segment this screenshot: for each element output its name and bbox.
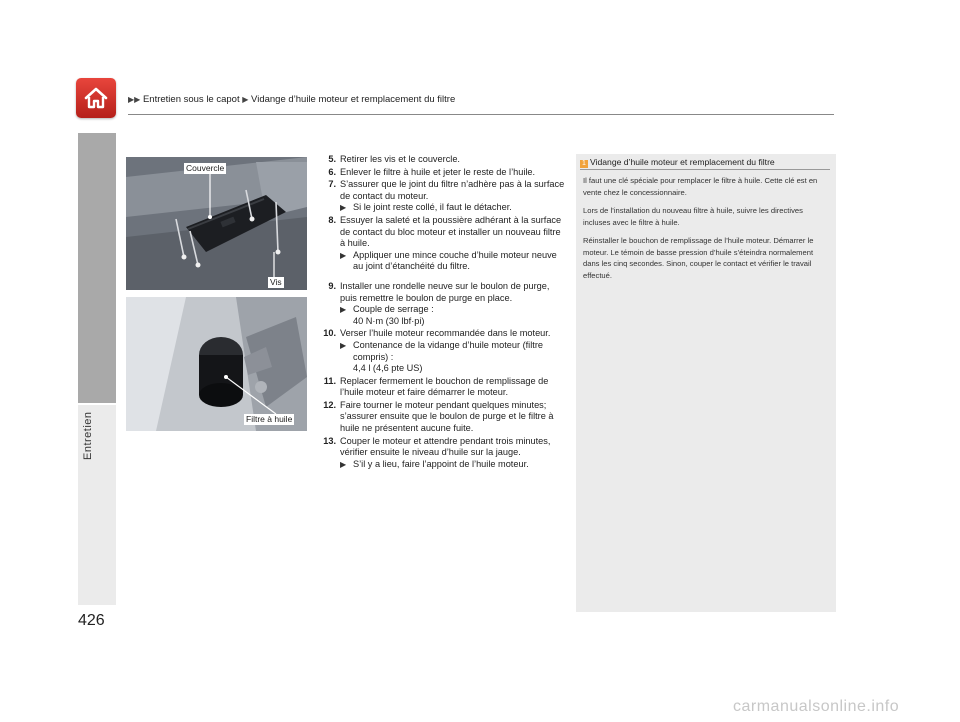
step-13-note: ▶ S’il y a lieu, faire l’appoint de l’huile moteur. [340, 458, 529, 469]
arrow-icon: ▶ [340, 340, 347, 350]
step-7-note: ▶ Si le joint reste collé, il faut le détacher. [340, 202, 512, 213]
step-7: 7. S’assurer que le joint du filtre n’adhère pas à la surface de contact du moteur. ▶ Si le joint reste collé, il faut le détacher. [328, 179, 565, 213]
arrow-icon: ▶ [340, 203, 347, 213]
home-button[interactable] [76, 78, 116, 118]
step-9: 9. Installer une rondelle neuve sur le boulon de purge, puis remettre le boulon de purge en place. ▶ Couple de serrage : 40 N·m (30 lbf·pi) [310, 281, 566, 327]
breadcrumb-arrow-icon: ▶▶ [128, 95, 141, 104]
section-label: Entretien [82, 411, 94, 460]
arrow-icon: ▶ [340, 250, 347, 260]
callout-oil-filter: Filtre à huile [246, 414, 293, 424]
note-divider [580, 169, 830, 170]
arrow-icon: ▶ [340, 305, 347, 315]
home-icon [83, 86, 109, 110]
breadcrumb-link-maintenance[interactable]: Entretien sous le capot [142, 94, 240, 105]
step-11: 11. Replacer fermement le bouchon de remplissage de l’huile moteur et faire démarrer le moteur. [323, 375, 549, 398]
note-paragraph: Lors de l’installation du nouveau filtre à huile, suivre les directives incluses avec le filtre à huile. [583, 206, 803, 227]
step-8: 8. Essuyer la saleté et la poussière adhérant à la surface de contact du bloc moteur et installer un nouveau filtre à huile. ▶ Appliquer une mince couche d’huile moteur neuve au joint d’étanchéité du filtre. [310, 215, 566, 273]
step-13: 13. Couper le moteur et attendre pendant trois minutes, vérifier ensuite le niveau d’huile sur la jauge. ▶ S’il y a lieu, faire l’appoint de l’huile moteur. [310, 436, 566, 471]
breadcrumb-arrow-icon: ▶ [242, 95, 249, 104]
step-12: 12. Faire tourner le moteur pendant quelques minutes; s’assurer ensuite que le boulon de purge et le filtre à huile ne présentent aucune fuite. [323, 399, 554, 434]
breadcrumb-current: Vidange d’huile moteur et remplacement du filtre [251, 94, 456, 105]
header-divider [128, 114, 834, 115]
step-5: 5. Retirer les vis et le couvercle. [328, 154, 460, 164]
step-9-note: ▶ Couple de serrage : 40 N·m (30 lbf·pi) [340, 304, 434, 326]
section-tab [78, 133, 116, 403]
callout-cover: Couvercle [186, 163, 225, 173]
note-paragraph: Réinstaller le bouchon de remplissage de l’huile moteur. Démarrer le moteur. Le témoin de basse pression d’huile s’éteindra normalement dans les cinq secondes. Sinon, couper le contact et vérifier le travail effectué. [583, 236, 814, 280]
callout-screws: Vis [270, 277, 282, 287]
step-10: 10. Verser l’huile moteur recommandée dans le moteur. ▶ Contenance de la vidange d’huile moteur (filtre compris) : 4,4 l (4,6 pte US) [310, 328, 566, 374]
note-icon: 1 [580, 160, 588, 168]
note-box [576, 154, 836, 612]
note-body [583, 175, 831, 288]
breadcrumb [128, 94, 455, 105]
step-10-note: ▶ Contenance de la vidange d’huile moteur (filtre compris) : 4,4 l (4,6 pte US) [340, 339, 543, 374]
procedure-steps [310, 154, 566, 471]
oil-filter-photo [126, 297, 307, 431]
note-paragraph: Il faut une clé spéciale pour remplacer le filtre à huile. Cette clé est en vente chez le concessionnaire. [583, 176, 818, 197]
step-8-note: ▶ Appliquer une mince couche d’huile moteur neuve au joint d’étanchéité du filtre. [340, 249, 557, 272]
watermark: carmanualsonline.info [733, 698, 900, 715]
engine-cover-photo [126, 157, 307, 290]
arrow-icon: ▶ [340, 459, 347, 469]
page-number: 426 [78, 612, 105, 629]
step-6: 6. Enlever le filtre à huile et jeter le reste de l’huile. [328, 166, 536, 177]
note-title: 1 Vidange d’huile moteur et remplacement du filtre [580, 157, 775, 168]
